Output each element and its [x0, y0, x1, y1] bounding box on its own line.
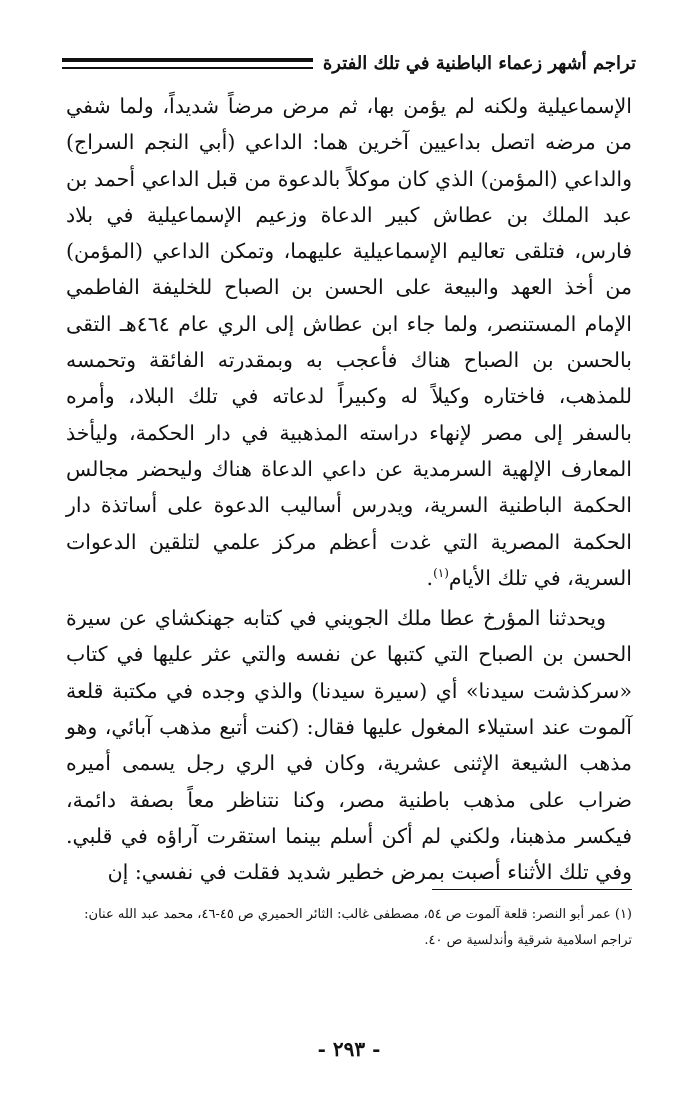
paragraph-end: . [426, 565, 434, 590]
page-number: - ٢٩٣ - [317, 1037, 381, 1061]
paragraph [66, 88, 632, 596]
paragraph-text: ويحدثنا المؤرخ عطا ملك الجويني في كتابه جهنكشاي عن سيرة الحسن بن الصباح التي كتبها عن نفسه والتي عثر عليها في كتاب «سركذشت سيدنا» أي (سيرة سيدنا) والذي وجده في مكتبة قلعة آلموت عند استيلاء المغول عليها فقال: (كنت أتبع مذهب آبائي، وهو مذهب الشيعة الإثنى عشرية، وكان في الري رجل يسمى أميره ضراب على مذهب باطنية مصر، وكنا نتناظر معاً بصفة دائمة، فيكسر مذهبنا، ولكني لم أكن أسلم بينما استقرت آراؤه في قلبي. وفي تلك الأثناء أصبت بمرض خطير شديد فقلت في نفسي: إن [66, 606, 632, 885]
running-header-title: تراجم أشهر زعماء الباطنية في تلك الفترة [322, 52, 636, 74]
header-double-rule [62, 58, 313, 69]
footnote [66, 902, 632, 954]
footnote-line: تراجم اسلامية شرقية وأندلسية ص ٤٠. [424, 933, 632, 948]
footnote-separator [432, 889, 632, 890]
paragraph [66, 600, 632, 890]
running-header [62, 50, 636, 76]
paragraph-text: الإسماعيلية ولكنه لم يؤمن بها، ثم مرض مرضاً شديداً، ولما شفي من مرضه اتصل بداعيين آخرين هما: الداعي (أبي النجم السراج) والداعي (المؤمن) الذي كان موكلاً بالدعوة من قبل الداعي أحمد بن عبد الملك بن عطاش كبير الدعاة وزعيم الإسماعيلية في بلاد فارس، فتلقى تعاليم الإسماعيلية عليهما، وتمكن الداعي (المؤمن) من أخذ العهد والبيعة على الحسن بن الصباح للخليفة الفاطمي الإمام المستنصر، ولما جاء ابن عطاش إلى الري عام ٤٦٤هـ التقى بالحسن بن الصباح هناك فأعجب به وبمقدرته الفائقة وتحمسه للمذهب، فاختاره وكيلاً له وكبيراً لدعاته في تلك البلاد، وأمره بالسفر إلى مصر لإنهاء دراسته المذهبية في دار الحكمة، وليأخذ المعارف الإلهية السرمدية عن داعي الدعاة هناك وليحضر مجالس الحكمة الباطنية السرية، ويدرس أساليب الدعوة على أساتذة دار الحكمة المصرية التي غدت أعظم مركز علمي لتلقين الدعوات السرية، في تلك الأيام [66, 94, 633, 590]
footnote-line: (١) عمر أبو النصر: قلعة آلموت ص ٥٤، مصطفى غالب: الثائر الحميري ص ٤٥-٤٦، محمد عبد الله عنان: [84, 907, 632, 922]
main-text [66, 88, 632, 891]
footnote-reference: (١) [433, 566, 449, 581]
